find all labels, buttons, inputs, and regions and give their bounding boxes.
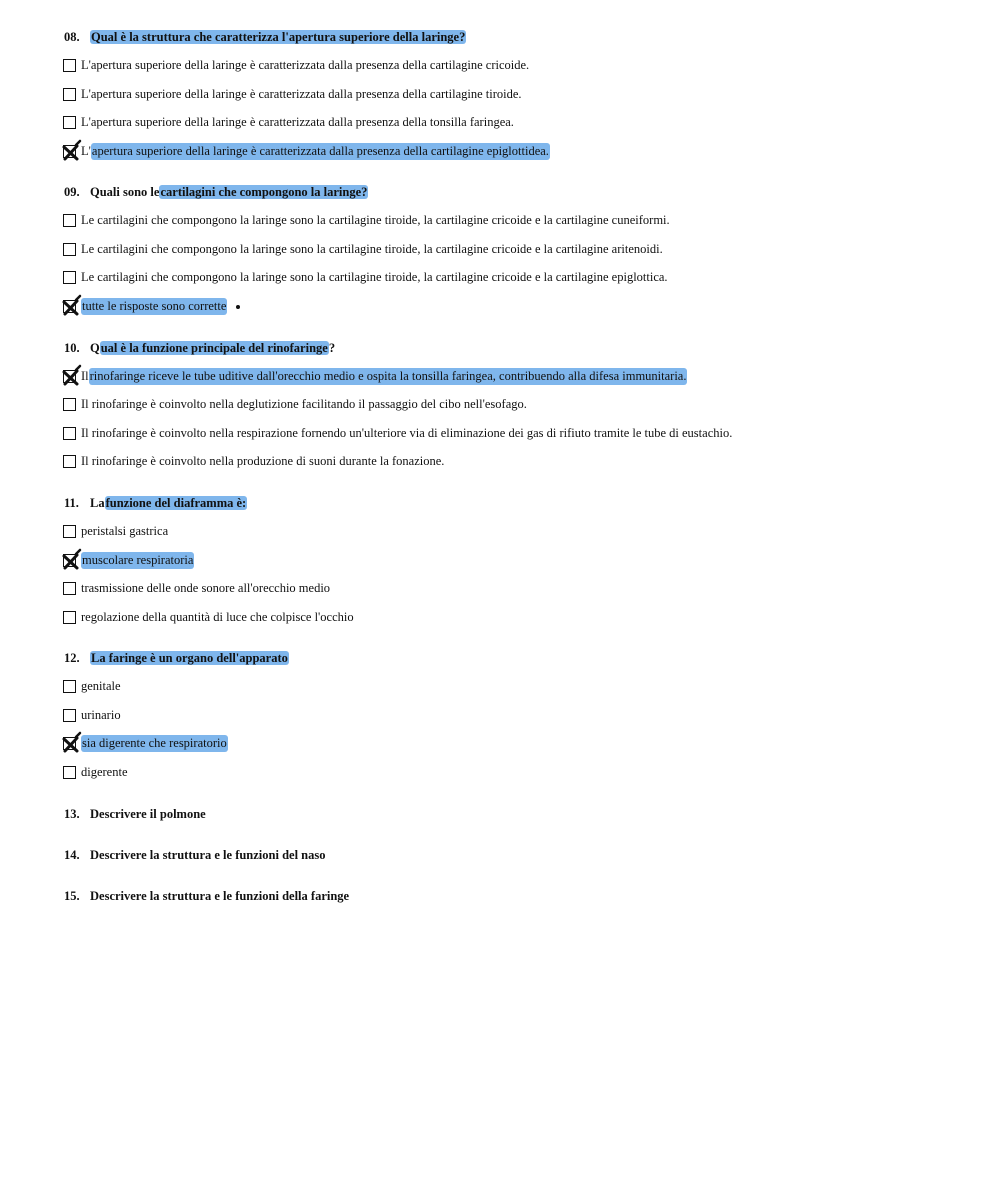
- option-10-a[interactable]: [63, 368, 687, 385]
- question-09: [64, 185, 368, 200]
- option-text: Il rinofaringe è coinvolto nella deglutizione facilitando il passaggio del cibo nell'esofago.: [81, 397, 527, 411]
- option-09-d[interactable]: [63, 298, 240, 315]
- option-text-highlighted: sia digerente che respiratorio: [82, 736, 227, 750]
- question-13: [64, 807, 206, 822]
- question-number: 11.: [64, 496, 79, 510]
- checkbox-checked[interactable]: [63, 370, 76, 383]
- option-08-a[interactable]: [63, 57, 529, 74]
- question-text: Q: [90, 341, 100, 355]
- option-11-a[interactable]: [63, 523, 168, 540]
- option-text-highlighted: apertura superiore della laringe è caratterizzata dalla presenza della cartilagine epiglottidea.: [91, 144, 549, 158]
- question-12: [64, 651, 289, 666]
- option-text: genitale: [81, 679, 121, 693]
- option-text: trasmissione delle onde sonore all'orecchio medio: [81, 581, 331, 595]
- question-number: 09.: [64, 185, 80, 199]
- checkbox-checked[interactable]: [63, 300, 76, 313]
- question-text-highlighted: cartilagini che compongono la laringe?: [160, 185, 368, 199]
- option-11-d[interactable]: [63, 609, 354, 626]
- checkbox-checked[interactable]: [63, 145, 76, 158]
- checkbox[interactable]: [63, 611, 76, 624]
- checkbox[interactable]: [63, 271, 76, 284]
- checkbox[interactable]: [63, 455, 76, 468]
- option-text: L'apertura superiore della laringe è caratterizzata dalla presenza della cartilagine cricoide.: [81, 58, 530, 72]
- option-text: Il: [81, 369, 89, 383]
- question-text: Descrivere la struttura e le funzioni della faringe: [90, 889, 350, 903]
- option-11-b[interactable]: [63, 552, 194, 569]
- option-text-highlighted: tutte le risposte sono corrette: [82, 299, 227, 313]
- checkbox[interactable]: [63, 214, 76, 227]
- checkbox[interactable]: [63, 766, 76, 779]
- question-08: [64, 30, 466, 45]
- option-text: urinario: [81, 708, 121, 722]
- option-10-c[interactable]: [63, 425, 732, 442]
- option-text-highlighted: rinofaringe riceve le tube uditive dall'orecchio medio e ospita la tonsilla faringea, contribuendo alla difesa immunitaria.: [89, 369, 687, 383]
- question-text-highlighted: La faringe è un organo dell'apparato: [91, 651, 288, 665]
- question-11: [64, 496, 247, 511]
- x-mark-icon: [60, 365, 82, 387]
- question-text-highlighted: funzione del diaframma è:: [105, 496, 247, 510]
- option-12-a[interactable]: [63, 678, 121, 695]
- question-number: 13.: [64, 807, 80, 821]
- checkbox[interactable]: [63, 427, 76, 440]
- question-text: La: [90, 496, 105, 510]
- checkbox[interactable]: [63, 709, 76, 722]
- option-12-b[interactable]: [63, 707, 121, 724]
- option-08-c[interactable]: [63, 114, 514, 131]
- option-text: digerente: [81, 765, 128, 779]
- checkbox[interactable]: [63, 88, 76, 101]
- option-text: peristalsi gastrica: [81, 524, 169, 538]
- option-text: L'apertura superiore della laringe è caratterizzata dalla presenza della tonsilla faringea.: [81, 115, 514, 129]
- checkbox[interactable]: [63, 59, 76, 72]
- question-14: [64, 848, 326, 863]
- option-09-c[interactable]: [63, 269, 668, 286]
- checkbox[interactable]: [63, 398, 76, 411]
- question-text-end: ?: [328, 341, 336, 355]
- x-mark-icon: [60, 295, 82, 317]
- option-12-d[interactable]: [63, 764, 128, 781]
- checkbox-checked[interactable]: [63, 554, 76, 567]
- option-text: L': [81, 144, 91, 158]
- question-text-highlighted: Qual è la struttura che caratterizza l'apertura superiore della laringe?: [91, 30, 466, 44]
- question-number: 08.: [64, 30, 80, 44]
- x-mark-icon: [60, 549, 82, 571]
- checkbox[interactable]: [63, 525, 76, 538]
- question-text-highlighted: ual è la funzione principale del rinofaringe: [100, 341, 328, 355]
- checkbox[interactable]: [63, 116, 76, 129]
- option-08-b[interactable]: [63, 86, 522, 103]
- option-10-b[interactable]: [63, 396, 527, 413]
- question-10: [64, 341, 335, 356]
- checkbox[interactable]: [63, 582, 76, 595]
- option-text: Le cartilagini che compongono la laringe sono la cartilagine tiroide, la cartilagine cricoide e la cartilagine epiglottica.: [81, 270, 668, 284]
- option-08-d[interactable]: [63, 143, 550, 160]
- option-09-a[interactable]: [63, 212, 670, 229]
- option-09-b[interactable]: [63, 241, 663, 258]
- option-text: Le cartilagini che compongono la laringe sono la cartilagine tiroide, la cartilagine cricoide e la cartilagine aritenoidi.: [81, 242, 663, 256]
- option-10-d[interactable]: [63, 453, 444, 470]
- option-text: Il rinofaringe è coinvolto nella produzione di suoni durante la fonazione.: [81, 454, 445, 468]
- question-number: 10.: [64, 341, 80, 355]
- question-text: Descrivere il polmone: [90, 807, 206, 821]
- x-mark-icon: [60, 140, 82, 162]
- question-number: 15.: [64, 889, 80, 903]
- question-text: Quali sono le: [90, 185, 160, 199]
- option-text-highlighted: muscolare respiratoria: [82, 553, 194, 567]
- option-text: Le cartilagini che compongono la laringe sono la cartilagine tiroide, la cartilagine cricoide e la cartilagine cuneiformi.: [81, 213, 670, 227]
- question-number: 12.: [64, 651, 80, 665]
- option-text: regolazione della quantità di luce che colpisce l'occhio: [81, 610, 354, 624]
- question-15: [64, 889, 349, 904]
- option-11-c[interactable]: [63, 580, 330, 597]
- question-text: Descrivere la struttura e le funzioni del naso: [90, 848, 326, 862]
- checkbox[interactable]: [63, 680, 76, 693]
- option-text: L'apertura superiore della laringe è caratterizzata dalla presenza della cartilagine tiroide.: [81, 87, 522, 101]
- option-text: Il rinofaringe è coinvolto nella respirazione fornendo un'ulteriore via di eliminazione dei gas di rifiuto tramite le tube di eustachio.: [81, 426, 733, 440]
- checkbox[interactable]: [63, 243, 76, 256]
- checkbox-checked[interactable]: [63, 737, 76, 750]
- option-12-c[interactable]: [63, 735, 228, 752]
- dot-mark: [236, 305, 240, 309]
- question-number: 14.: [64, 848, 80, 862]
- x-mark-icon: [60, 732, 82, 754]
